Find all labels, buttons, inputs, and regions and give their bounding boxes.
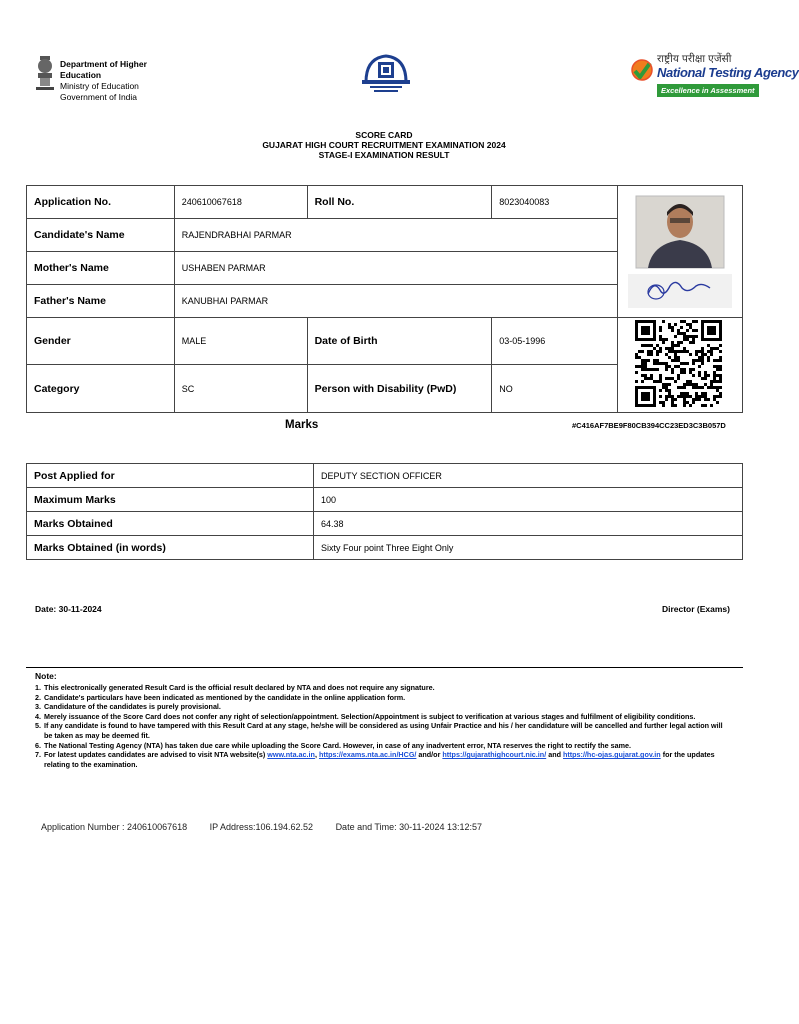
dhe-text xyxy=(60,59,184,103)
note-item: 4. Merely issuance of the Score Card does not confer any right of selection/appointment. Selection/Appointment is subject to verification at various stages and fulfilment of eligibility conditions. xyxy=(35,711,696,721)
table-row xyxy=(27,464,743,488)
roll-no-value: 8023040083 xyxy=(492,186,618,219)
nta-emblem-icon xyxy=(630,58,654,86)
mother-name-label: Mother's Name xyxy=(27,252,175,285)
marks-words-value: Sixty Four point Three Eight Only xyxy=(314,536,743,560)
director-signatory: Director (Exams) xyxy=(661,604,730,614)
gender-value: MALE xyxy=(174,318,307,365)
title-line3: STAGE-I EXAMINATION RESULT xyxy=(318,150,450,160)
hc-ojas-link[interactable]: https://hc-ojas.gujarat.gov.in xyxy=(562,750,661,760)
footer-application-number: Application Number : 240610067618 xyxy=(41,822,188,832)
notes-list xyxy=(35,683,725,769)
category-value: SC xyxy=(174,365,307,413)
roll-no-label: Roll No. xyxy=(307,186,492,219)
dob-value: 03-05-1996 xyxy=(492,318,618,365)
footer-date-time: Date and Time: 30-11-2024 13:12:57 xyxy=(335,822,482,832)
nta-logo-block xyxy=(630,52,799,98)
table-row xyxy=(27,488,743,512)
application-no-label: Application No. xyxy=(27,186,175,219)
application-no-value: 240610067618 xyxy=(174,186,307,219)
dob-label: Date of Birth xyxy=(307,318,492,365)
note-item: 1. This electronically generated Result Card is the official result declared by NTA and does not require any signature. xyxy=(35,683,435,692)
marks-heading: Marks xyxy=(285,419,319,431)
note-item: 5. If any candidate is found to have tampered with this Result Card at any stage, he/she will be considered as using Unfair Practice and his / her candidature will be cancelled and further legal action will be taken as may be deemed fit. xyxy=(35,721,723,740)
table-row xyxy=(27,512,743,536)
verification-hash: #C416AF7BE9F80CB394CC23ED3C3B057D xyxy=(572,421,726,430)
nta-english-name: National Testing Agency xyxy=(657,65,799,80)
marks-obtained-label: Marks Obtained xyxy=(27,512,314,536)
footer-metadata xyxy=(41,822,502,832)
exams-nta-link[interactable]: https://exams.nta.ac.in/HCG/ xyxy=(318,750,417,760)
note-item: 3. Candidature of the candidates is purely provisional. xyxy=(35,702,221,712)
divider xyxy=(26,667,743,668)
father-name-label: Father's Name xyxy=(27,285,175,318)
category-label: Category xyxy=(27,365,175,413)
nta-website-link[interactable]: www.nta.ac.in xyxy=(267,750,315,760)
pwd-value: NO xyxy=(492,365,618,413)
footer-ip-address: IP Address:106.194.62.52 xyxy=(209,822,314,832)
nta-tagline: Excellence in Assessment xyxy=(657,84,759,97)
marks-obtained-value: 64.38 xyxy=(314,512,743,536)
father-name-value: KANUBHAI PARMAR xyxy=(174,285,617,318)
issue-date: Date: 30-11-2024 xyxy=(35,604,102,614)
table-row xyxy=(27,186,743,219)
gujarat-high-court-link[interactable]: https://gujarathighcourt.nic.in/ xyxy=(442,750,547,760)
nta-hindi-name: राष्ट्रीय परीक्षा एजेंसी xyxy=(657,53,732,65)
marks-table xyxy=(26,463,743,560)
post-applied-label: Post Applied for xyxy=(27,464,314,488)
qr-code-icon xyxy=(635,320,725,408)
max-marks-label: Maximum Marks xyxy=(27,488,314,512)
pwd-label: Person with Disability (PwD) xyxy=(307,365,492,413)
table-row xyxy=(27,318,743,365)
candidate-name-label: Candidate's Name xyxy=(27,219,175,252)
notes-heading: Note: xyxy=(35,671,57,681)
note-item: 7. For latest updates candidates are advised to visit NTA website(s) www.nta.ac.in, https://exams.nta.ac.in/HCG/ and/or https://gujarathighcourt.nic.in/ and https://hc-ojas.gujarat.gov.in for the updates relating to the examination. xyxy=(35,750,715,769)
table-row xyxy=(27,536,743,560)
candidate-name-value: RAJENDRABHAI PARMAR xyxy=(174,219,617,252)
candidate-photo xyxy=(628,194,732,310)
national-emblem-icon xyxy=(34,54,56,94)
dhe-line2: Ministry of Education xyxy=(60,81,139,91)
title-line1: SCORE CARD xyxy=(355,130,413,140)
note-item: 6. The National Testing Agency (NTA) has taken due care while uploading the Score Card. However, in case of any inadvertent error, NTA reserves the right to rectify the same. xyxy=(35,740,631,750)
high-court-logo-icon xyxy=(358,52,414,96)
post-applied-value: DEPUTY SECTION OFFICER xyxy=(314,464,743,488)
title-line2: GUJARAT HIGH COURT RECRUITMENT EXAMINATION 2024 xyxy=(262,140,506,150)
qr-cell xyxy=(618,318,743,413)
candidate-details-table xyxy=(26,185,743,413)
dhe-line1: Department of Higher Education xyxy=(60,59,147,80)
gender-label: Gender xyxy=(27,318,175,365)
mother-name-value: USHABEN PARMAR xyxy=(174,252,617,285)
dhe-logo-block xyxy=(34,54,184,102)
marks-words-label: Marks Obtained (in words) xyxy=(27,536,314,560)
dhe-line3: Government of India xyxy=(60,92,138,102)
photo-signature-cell xyxy=(618,186,743,318)
score-card-title-block xyxy=(0,130,768,160)
max-marks-value: 100 xyxy=(314,488,743,512)
note-item: 2. Candidate's particulars have been indicated as mentioned by the candidate in the online application form. xyxy=(35,692,406,702)
